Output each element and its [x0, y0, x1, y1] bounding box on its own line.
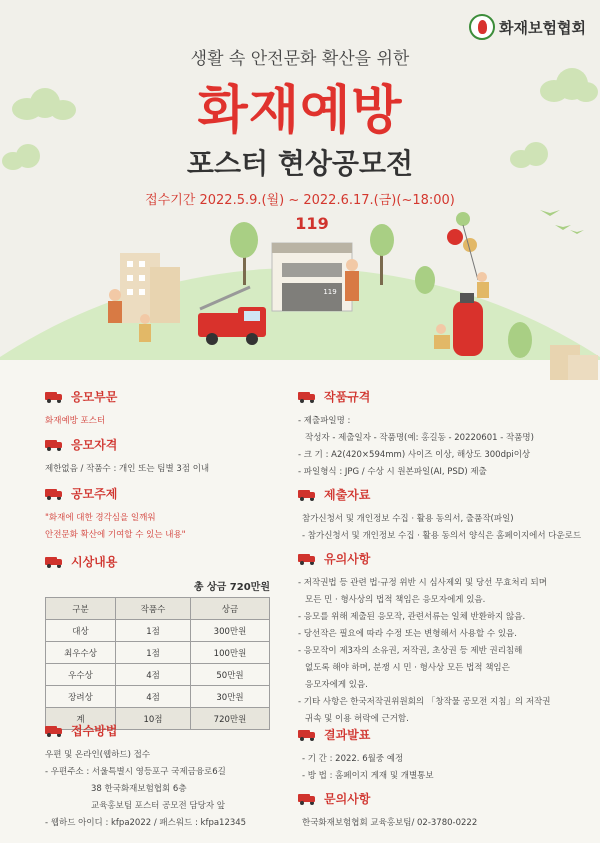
spec-line: - 파일형식 : JPG / 수상 시 원본파일(AI, PSD) 제출: [298, 467, 487, 477]
table-cell: 300만원: [191, 620, 270, 642]
table-cell: 최우수상: [46, 642, 116, 664]
fire-extinguisher-icon: [434, 293, 483, 356]
theme-line: "화재에 대한 경각심을 일깨워: [45, 513, 156, 523]
section-documents: [298, 486, 581, 545]
fire-truck-icon: [298, 793, 316, 804]
total-prize: 총 상금 720만원: [193, 582, 270, 593]
table-cell: 720만원: [191, 708, 270, 730]
truck-sign: 119: [323, 288, 337, 296]
section-category: [45, 388, 117, 430]
section-title: 시상내용: [71, 555, 118, 569]
fire-truck-icon: [45, 556, 63, 567]
table-cell: 4점: [116, 664, 191, 686]
table-cell: 1점: [116, 642, 191, 664]
table-cell: 100만원: [191, 642, 270, 664]
spec-line: - 크 기 : A2(420×594mm) 사이즈 이상, 해상도 300dpi이상: [298, 450, 531, 460]
table-cell: 10점: [116, 708, 191, 730]
section-submission: [45, 722, 246, 832]
fire-truck-icon: [45, 725, 63, 736]
balloons-icon: [447, 212, 489, 298]
subtitle: 생활 속 안전문화 확산을 위한: [190, 49, 410, 69]
table-cell: 계: [46, 708, 116, 730]
birds-icon: [540, 210, 584, 234]
contact-text: 한국화재보험협회 교육홍보팀/ 02-3780-0222: [302, 818, 478, 828]
fire-truck-icon: [45, 391, 63, 402]
theme-line: 안전문화 확산에 기여할 수 있는 내용": [45, 530, 186, 540]
section-title: 작품규격: [324, 390, 371, 404]
column-header: 구분: [46, 598, 116, 620]
table-row: [46, 664, 270, 686]
building-left-icon: [120, 253, 180, 323]
kfpa-logo: [469, 14, 586, 40]
submission-line: - 우편주소 : 서울특별시 영등포구 국제금융로6길: [45, 767, 226, 777]
table-cell: 4점: [116, 686, 191, 708]
notes-line: - 당선작은 필요에 따라 수정 또는 변형해서 사용할 수 있음.: [298, 629, 517, 639]
fire-truck-icon: [298, 553, 316, 564]
page-subtitle: 포스터 현상공모전: [186, 147, 414, 180]
table-cell: 1점: [116, 620, 191, 642]
notes-line: 귀속 및 이용 허락에 근거함.: [305, 714, 409, 724]
section-eligibility: [45, 436, 209, 478]
notes-line: - 응모를 위해 제출된 응모작, 관련서류는 일체 반환하지 않음.: [298, 612, 526, 622]
notes-line: 모든 민 · 형사상의 법적 책임은 응모자에게 있음.: [305, 595, 486, 605]
section-title: 공모주제: [71, 487, 118, 501]
column-header: 작품수: [116, 598, 191, 620]
eligibility-text: 제한없음 / 작품수 : 개인 또는 팀별 3점 이내: [45, 464, 210, 474]
prize-table: [45, 597, 270, 730]
section-contact: [298, 790, 477, 832]
documents-line: 참가신청서 및 개인정보 수집 · 활용 동의서, 출품작(파일): [302, 514, 514, 524]
logo-text: 화재보험협회: [499, 18, 586, 37]
fire-truck-icon: [45, 439, 63, 450]
table-header-row: [46, 598, 270, 620]
submission-line: 교육홍보팀 포스터 공모전 담당자 앞: [91, 801, 225, 811]
category-text: 화재예방 포스터: [45, 416, 106, 426]
section-results: [298, 726, 434, 785]
fire-station-icon: [272, 214, 352, 311]
fire-truck-icon: [298, 391, 316, 402]
notes-line: 응모자에게 있음.: [305, 680, 368, 690]
spec-line: - 제출파일명 :: [298, 416, 351, 426]
table-cell: 장려상: [46, 686, 116, 708]
station-sign: 119: [295, 214, 329, 233]
flame-logo-icon: [469, 14, 495, 40]
section-title: 응모자격: [71, 438, 118, 452]
notes-line: - 기타 사항은 한국저작권위원회의 「창작물 공모전 지침」의 저작권: [298, 697, 551, 707]
table-row: [46, 686, 270, 708]
page-title: 화재예방: [197, 81, 403, 141]
table-cell: 50만원: [191, 664, 270, 686]
table-row: [46, 620, 270, 642]
table-cell: 우수상: [46, 664, 116, 686]
section-title: 결과발표: [324, 728, 371, 742]
section-spec: [298, 388, 534, 481]
submission-line: - 웹하드 아이디 : kfpa2022 / 패스워드 : kfpa12345: [45, 818, 247, 828]
notes-line: - 저작권법 등 관련 법·규정 위반 시 심사제외 및 당선 무효처리 되며: [298, 578, 547, 588]
fire-truck-icon: [298, 489, 316, 500]
notes-line: 없도록 해야 하며, 분쟁 시 민 · 형사상 모든 법적 책임은: [305, 663, 510, 673]
fire-truck-icon: [298, 729, 316, 740]
results-line: - 방 법 : 홈페이지 게재 및 개별통보: [302, 771, 434, 781]
section-title: 응모부문: [71, 390, 118, 404]
submission-line: 38 한국화재보험협회 6층: [91, 784, 187, 794]
documents-line: - 참가신청서 및 개인정보 수집 · 활용 동의서 양식은 홈페이지에서 다운로드: [302, 531, 582, 541]
section-title: 유의사항: [324, 552, 371, 566]
section-title: 제출자료: [324, 488, 371, 502]
section-title: 접수방법: [71, 724, 118, 738]
table-cell: 대상: [46, 620, 116, 642]
submission-period: 접수기간 2022.5.9.(월) ~ 2022.6.17.(금)(~18:00): [145, 193, 455, 208]
section-theme: [45, 485, 186, 544]
building-right-icon: [550, 345, 598, 380]
section-notes: [298, 550, 550, 728]
fire-truck-icon: [198, 287, 266, 345]
spec-line: 작성자 - 제출일자 - 작품명(예: 홍길동 - 20220601 - 작품명): [305, 433, 534, 443]
column-header: 상금: [191, 598, 270, 620]
fire-station-illustration: [0, 205, 600, 380]
results-line: - 기 간 : 2022. 6월중 예정: [302, 754, 404, 764]
table-cell: 30만원: [191, 686, 270, 708]
notes-line: - 응모작이 제3자의 소유권, 저작권, 초상권 등 제반 권리침해: [298, 646, 523, 656]
section-title: 문의사항: [324, 792, 371, 806]
table-row: [46, 642, 270, 664]
fire-truck-icon: [45, 488, 63, 499]
section-awards: [45, 553, 270, 730]
submission-line: 우편 및 온라인(웹하드) 접수: [45, 750, 151, 760]
